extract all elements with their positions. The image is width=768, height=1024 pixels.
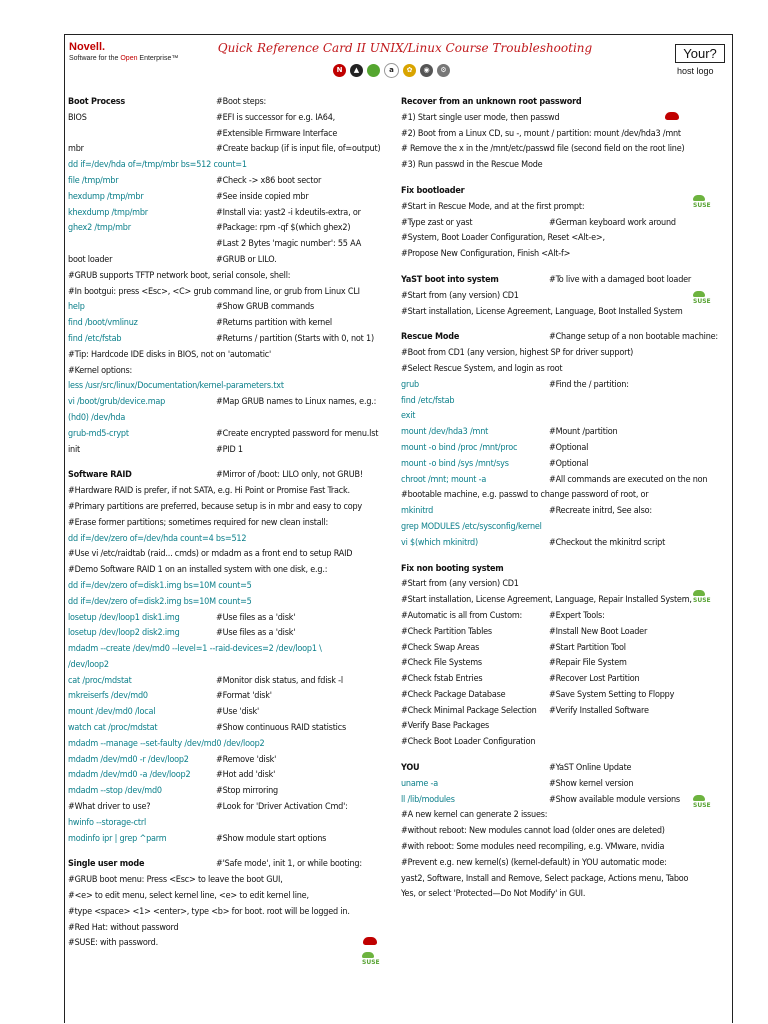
- reference-line: [401, 840, 730, 856]
- comment-text: #Recreate initrd, See also:: [549, 506, 652, 517]
- section-heading-row: [68, 468, 401, 484]
- command-text: cat /proc/mdstat: [68, 675, 132, 686]
- note-text: #2) Boot from a Linux CD, su -, mount / partition: mount /dev/hda3 /mnt: [401, 128, 681, 139]
- note-text: BIOS: [68, 112, 87, 123]
- reference-line: [68, 547, 401, 563]
- note-text: init: [68, 444, 81, 455]
- reference-line: [68, 332, 401, 348]
- reference-line: [401, 488, 730, 504]
- note-text: #Check fstab Entries: [401, 674, 483, 685]
- reference-line: [68, 269, 401, 285]
- note-text: #A new kernel can generate 2 issues:: [401, 810, 548, 821]
- command-text: ghex2 /tmp/mbr: [68, 223, 131, 234]
- command-text: dd if=/dev/zero of=disk1.img bs=10M count=5: [68, 580, 252, 591]
- note-text: #Start installation, License Agreement, Language, Boot Installed System: [401, 306, 683, 317]
- note-text: #Verify Base Packages: [401, 721, 490, 732]
- note-text: #Red Hat: without password: [68, 922, 179, 933]
- reference-line: [401, 111, 730, 127]
- comment-text: #Remove 'disk': [216, 754, 277, 765]
- comment-text: #Recover Lost Partition: [549, 674, 640, 685]
- comment-text: #Stop mirroring: [216, 786, 279, 797]
- note-text: #Check Package Database: [401, 689, 506, 700]
- reference-line: [68, 158, 401, 174]
- command-text: losetup /dev/loop2 disk2.img: [68, 628, 180, 639]
- note-text: #Check Partition Tables: [401, 626, 492, 637]
- reference-line: [401, 536, 730, 552]
- left-column: [68, 95, 401, 952]
- note-text: #type <space> <1> <enter>, type <b> for boot. root will be logged in.: [68, 906, 350, 917]
- comment-text: #Install via: yast2 -i kdeutils-extra, or: [216, 207, 361, 218]
- comment-text: #Start Partition Tool: [549, 642, 626, 653]
- note-text: #SUSE: with password.: [68, 938, 158, 949]
- note-text: #Boot from CD1 (any version, highest SP for driver support): [401, 348, 634, 359]
- comment-text: #Use 'disk': [216, 707, 260, 718]
- reference-line: [401, 735, 730, 751]
- comment-text: #Boot steps:: [216, 97, 267, 107]
- reference-line: [68, 300, 401, 316]
- command-text: mdadm --create /dev/md0 --level=1 --raid-devices=2 /dev/loop1 \: [68, 644, 322, 655]
- reference-line: [401, 216, 730, 232]
- a-icon: a: [384, 63, 399, 78]
- command-text: dd if=/dev/zero of=disk2.img bs=10M count=5: [68, 596, 252, 607]
- note-text: #Demo Software RAID 1 on an installed system with one disk, e.g.:: [68, 565, 328, 576]
- comment-text: #Mirror of /boot: LILO only, not GRUB!: [216, 470, 363, 481]
- reference-line: [68, 595, 401, 611]
- note-text: #GRUB boot menu: Press <Esc> to leave the boot GUI,: [68, 875, 283, 886]
- note-text: #1) Start single user mode, then passwd: [401, 112, 560, 123]
- note-text: #Start from (any version) CD1: [401, 579, 519, 590]
- reference-line: [68, 737, 401, 753]
- reference-line: [68, 768, 401, 784]
- note-text: yast2, Software, Install and Remove, Select package, Actions menu, Taboo: [401, 873, 689, 884]
- comment-text: #Optional: [549, 442, 589, 453]
- comment-text: #Find the / partition:: [549, 379, 629, 390]
- command-text: find /etc/fstab: [68, 333, 122, 344]
- command-text: (hd0) /dev/hda: [68, 412, 126, 423]
- section-heading-row: [401, 95, 730, 111]
- reference-line: [68, 642, 401, 658]
- reference-line: [401, 887, 730, 903]
- note-text: #System, Boot Loader Configuration, Reset <Alt-e>,: [401, 233, 605, 244]
- comment-text: #Change setup of a non bootable machine:: [549, 332, 718, 343]
- reference-line: [68, 395, 401, 411]
- section-gap: [401, 174, 730, 184]
- reference-line: [68, 936, 401, 952]
- command-text: grub: [401, 379, 419, 390]
- suse-icon: SUSE: [693, 590, 711, 604]
- note-text: #Use vi /etc/raidtab (raid... cmds) or mdadm as a front end to setup RAID: [68, 549, 353, 560]
- reference-line: [401, 289, 730, 305]
- reference-line: [68, 674, 401, 690]
- reference-line: [68, 142, 401, 158]
- comment-text: #Show continuous RAID statistics: [216, 723, 346, 734]
- reference-line: [401, 346, 730, 362]
- comment-text: #Returns / partition (Starts with 0, not 1): [216, 333, 374, 344]
- reference-line: [68, 626, 401, 642]
- tux-icon: ▲: [350, 64, 363, 77]
- distro-icons: [333, 62, 450, 78]
- redhat-icon: [363, 937, 377, 945]
- reference-line: [401, 200, 730, 216]
- reference-line: [68, 800, 401, 816]
- reference-line: [68, 921, 401, 937]
- command-text: grub-md5-crypt: [68, 428, 129, 439]
- reference-line: [401, 473, 730, 489]
- note-text: mbr: [68, 144, 84, 155]
- comment-text: #Verify Installed Software: [549, 705, 649, 716]
- comment-text: #Extensible Firmware Interface: [216, 128, 338, 139]
- comment-text: #German keyboard work around: [549, 217, 676, 228]
- command-text: mdadm /dev/md0 -r /dev/loop2: [68, 754, 189, 765]
- comment-text: #Show module start options: [216, 833, 327, 844]
- reference-line: [401, 457, 730, 473]
- comment-text: #See inside copied mbr: [216, 191, 309, 202]
- gnome-icon: ✿: [403, 64, 416, 77]
- right-column: [401, 95, 730, 903]
- reference-line: [68, 221, 401, 237]
- section-heading: Single user mode: [68, 859, 145, 870]
- reference-line: [401, 378, 730, 394]
- note-text: #Propose New Configuration, Finish <Alt-f>: [401, 249, 571, 260]
- note-text: #Start in Rescue Mode, and at the first prompt:: [401, 201, 585, 212]
- reference-line: [68, 832, 401, 848]
- comment-text: #Use files as a 'disk': [216, 612, 296, 623]
- note-text: #Automatic is all from Custom:: [401, 610, 523, 621]
- reference-line: [401, 158, 730, 174]
- reference-line: [401, 127, 730, 143]
- section-heading: Rescue Mode: [401, 332, 460, 343]
- command-text: dd if=/dev/hda of=/tmp/mbr bs=512 count=1: [68, 160, 247, 171]
- comment-text: #Show kernel version: [549, 778, 634, 789]
- reference-line: [68, 905, 401, 921]
- section-heading-row: [68, 857, 401, 873]
- comment-text: #Use files as a 'disk': [216, 628, 296, 639]
- reference-line: [401, 441, 730, 457]
- reference-line: [68, 753, 401, 769]
- section-gap: [401, 751, 730, 761]
- command-text: mount /dev/md0 /local: [68, 707, 156, 718]
- comment-text: #Show available module versions: [549, 794, 680, 805]
- note-text: #Start installation, License Agreement, Language, Repair Installed System,: [401, 595, 692, 606]
- reference-line: [401, 672, 730, 688]
- novell-logo: Novell.: [69, 41, 106, 53]
- reference-line: [68, 111, 401, 127]
- note-text: #GRUB supports TFTP network boot, serial console, shell:: [68, 270, 291, 281]
- reference-line: [68, 816, 401, 832]
- reference-line: [401, 824, 730, 840]
- section-gap: [401, 263, 730, 273]
- reference-line: [401, 394, 730, 410]
- section-heading: Software RAID: [68, 470, 132, 481]
- reference-line: [401, 231, 730, 247]
- section-heading: Fix non booting system: [401, 563, 504, 574]
- section-heading-row: [401, 330, 730, 346]
- reference-line: [401, 793, 730, 809]
- reference-line: [68, 721, 401, 737]
- note-text: #Check Minimal Package Selection: [401, 705, 537, 716]
- comment-text: #Install New Boot Loader: [549, 626, 648, 637]
- comment-text: #EFI is successor for e.g. IA64,: [216, 112, 336, 123]
- reference-line: [68, 443, 401, 459]
- reference-line: [68, 190, 401, 206]
- suse-icon: [367, 64, 380, 77]
- gear-icon: ⚙: [437, 64, 450, 77]
- section-heading: Recover from an unknown root password: [401, 97, 582, 107]
- note-text: #Prevent e.g. new kernel(s) (kernel-default) in YOU automatic mode:: [401, 857, 667, 868]
- suse-icon: SUSE: [693, 195, 711, 209]
- section-heading-row: [68, 95, 401, 111]
- card-header: [65, 35, 732, 91]
- command-text: grep MODULES /etc/sysconfig/kernel: [401, 521, 542, 532]
- command-text: vi /boot/grub/device.map: [68, 397, 166, 408]
- comment-text: #GRUB or LILO.: [216, 254, 277, 265]
- reference-line: [401, 409, 730, 425]
- reference-line: [401, 142, 730, 158]
- comment-text: #Mount /partition: [549, 427, 618, 438]
- command-text: mkinitrd: [401, 506, 434, 517]
- reference-line: [401, 305, 730, 321]
- reference-line: [401, 777, 730, 793]
- reference-line: [401, 641, 730, 657]
- command-text: watch cat /proc/mdstat: [68, 723, 158, 734]
- note-text: #Check File Systems: [401, 658, 482, 669]
- reference-line: [401, 808, 730, 824]
- command-text: file /tmp/mbr: [68, 175, 119, 186]
- note-text: #What driver to use?: [68, 802, 151, 813]
- novell-tagline: [69, 55, 178, 62]
- host-logo-label: host logo: [677, 66, 714, 76]
- reference-line: [68, 253, 401, 269]
- note-text: #<e> to edit menu, select kernel line, <e> to edit kernel line,: [68, 891, 309, 902]
- reference-line: [68, 364, 401, 380]
- redhat-icon: [665, 112, 679, 120]
- tagline-text: Software for the: [69, 55, 121, 62]
- note-text: #Erase former partitions; sometimes required for new clean install:: [68, 517, 329, 528]
- reference-line: [401, 856, 730, 872]
- note-text: #Type zast or yast: [401, 217, 473, 228]
- reference-line: [68, 174, 401, 190]
- command-text: find /etc/fstab: [401, 395, 455, 406]
- tagline-enterprise: Enterprise™: [137, 55, 179, 62]
- reference-line: [68, 427, 401, 443]
- comment-text: #All commands are executed on the non: [549, 474, 708, 485]
- comment-text: #Returns partition with kernel: [216, 318, 332, 329]
- command-text: modinfo ipr | grep ^parm: [68, 833, 167, 844]
- comment-text: #Check -> x86 boot sector: [216, 175, 322, 186]
- comment-text: #Save System Setting to Floppy: [549, 689, 675, 700]
- reference-line: [401, 425, 730, 441]
- reference-line: [401, 609, 730, 625]
- command-text: less /usr/src/linux/Documentation/kernel-parameters.txt: [68, 381, 284, 392]
- reference-line: [68, 611, 401, 627]
- card-title: Quick Reference Card II UNIX/Linux Course Troubleshooting: [217, 41, 593, 55]
- note-text: #with reboot: Some modules need recompiling, e.g. VMware, nvidia: [401, 842, 665, 853]
- comment-text: #Optional: [549, 458, 589, 469]
- reference-line: [68, 379, 401, 395]
- command-text: mount /dev/hda3 /mnt: [401, 427, 489, 438]
- section-gap: [401, 552, 730, 562]
- reference-line: [68, 237, 401, 253]
- reference-line: [68, 658, 401, 674]
- note-text: #Tip: Hardcode IDE disks in BIOS, not on 'automatic': [68, 349, 272, 360]
- reference-line: [401, 872, 730, 888]
- reference-line: [68, 316, 401, 332]
- command-text: help: [68, 302, 85, 313]
- reference-line: [68, 500, 401, 516]
- reference-line: [401, 504, 730, 520]
- section-heading: Boot Process: [68, 97, 126, 107]
- reference-line: [401, 520, 730, 536]
- tagline-open: Open: [120, 55, 138, 62]
- comment-text: #Monitor disk status, and fdisk -l: [216, 675, 343, 686]
- reference-line: [68, 873, 401, 889]
- reference-line: [68, 784, 401, 800]
- section-heading-row: [401, 273, 730, 289]
- section-heading-row: [401, 761, 730, 777]
- note-text: #Check Boot Loader Configuration: [401, 737, 536, 748]
- reference-line: [68, 484, 401, 500]
- command-text: hwinfo --storage-ctrl: [68, 817, 147, 828]
- section-gap: [401, 320, 730, 330]
- note-text: #without reboot: New modules cannot load (older ones are deleted): [401, 826, 665, 837]
- reference-line: [68, 563, 401, 579]
- comment-text: #Map GRUB names to Linux names, e.g.:: [216, 397, 377, 408]
- comment-text: #Checkout the mkinitrd script: [549, 537, 666, 548]
- command-text: mdadm /dev/md0 -a /dev/loop2: [68, 770, 191, 781]
- your-logo-box: Your?: [675, 44, 725, 63]
- command-text: khexdump /tmp/mbr: [68, 207, 148, 218]
- command-text: mkreiserfs /dev/md0: [68, 691, 148, 702]
- note-text: #Select Rescue System, and login as root: [401, 363, 563, 374]
- note-text: boot loader: [68, 254, 113, 265]
- comment-text: #Expert Tools:: [549, 610, 605, 621]
- command-text: mount -o bind /proc /mnt/proc: [401, 442, 518, 453]
- comment-text: #To live with a damaged boot loader: [549, 274, 692, 285]
- note-text: #3) Run passwd in the Rescue Mode: [401, 160, 543, 171]
- reference-line: [401, 656, 730, 672]
- reference-line: [68, 532, 401, 548]
- reference-line: [68, 705, 401, 721]
- reference-line: [401, 704, 730, 720]
- reference-line: [401, 247, 730, 263]
- note-text: Yes, or select 'Protected—Do Not Modify' in GUI.: [401, 889, 586, 900]
- section-gap: [68, 458, 401, 468]
- note-text: #Kernel options:: [68, 365, 133, 376]
- command-text: losetup /dev/loop1 disk1.img: [68, 612, 180, 623]
- reference-line: [401, 625, 730, 641]
- section-heading-row: [401, 562, 730, 578]
- suse-icon: SUSE: [693, 291, 711, 305]
- reference-line: [68, 411, 401, 427]
- section-heading: YOU: [401, 763, 420, 774]
- section-heading-row: [401, 184, 730, 200]
- command-text: mount -o bind /sys /mnt/sys: [401, 458, 509, 469]
- reference-line: [68, 889, 401, 905]
- quick-reference-card: [64, 34, 733, 1023]
- comment-text: #Format 'disk': [216, 691, 272, 702]
- reference-line: [401, 362, 730, 378]
- suse-icon: SUSE: [362, 952, 380, 966]
- command-text: mdadm --stop /dev/md0: [68, 786, 162, 797]
- note-text: # Remove the x in the /mnt/etc/passwd file (second field on the root line): [401, 144, 685, 155]
- command-text: find /boot/vmlinuz: [68, 318, 138, 329]
- command-text: ll /lib/modules: [401, 794, 455, 805]
- comment-text: #Hot add 'disk': [216, 770, 276, 781]
- reference-line: [401, 593, 730, 609]
- comment-text: #Create backup (if is input file, of=output): [216, 144, 381, 155]
- reference-line: [401, 688, 730, 704]
- comment-text: #PID 1: [216, 444, 243, 455]
- note-text: #Start from (any version) CD1: [401, 290, 519, 301]
- command-text: exit: [401, 411, 416, 422]
- comment-text: #Package: rpm -qf $(which ghex2): [216, 223, 351, 234]
- note-text: #bootable machine, e.g. passwd to change password of root, or: [401, 490, 649, 501]
- command-text: hexdump /tmp/mbr: [68, 191, 144, 202]
- comment-text: #YaST Online Update: [549, 763, 632, 774]
- reference-line: [68, 516, 401, 532]
- note-text: #Primary partitions are preferred, because setup is in mbr and easy to copy: [68, 501, 363, 512]
- reference-line: [68, 689, 401, 705]
- comment-text: #Last 2 Bytes 'magic number': 55 AA: [216, 239, 362, 250]
- reference-line: [68, 127, 401, 143]
- comment-text: #Look for 'Driver Activation Cmd':: [216, 802, 348, 813]
- command-text: dd if=/dev/zero of=/dev/hda count=4 bs=512: [68, 533, 247, 544]
- comment-text: #Create encrypted password for menu.lst: [216, 428, 379, 439]
- reference-line: [68, 348, 401, 364]
- note-text: #Check Swap Areas: [401, 642, 480, 653]
- command-text: mdadm --manage --set-faulty /dev/md0 /dev/loop2: [68, 738, 265, 749]
- command-text: uname -a: [401, 778, 438, 789]
- section-heading: Fix bootloader: [401, 185, 465, 196]
- suse-icon: SUSE: [693, 795, 711, 809]
- reference-line: [401, 719, 730, 735]
- comment-text: #'Safe mode', init 1, or while booting:: [216, 859, 362, 870]
- reference-line: [68, 285, 401, 301]
- command-text: /dev/loop2: [68, 659, 109, 670]
- command-text: vi $(which mkinitrd): [401, 537, 478, 548]
- note-text: #In bootgui: press <Esc>, <C> grub command line, or grub from Linux CLI: [68, 286, 360, 297]
- command-text: chroot /mnt; mount -a: [401, 474, 487, 485]
- note-text: #Hardware RAID is prefer, if not SATA, e.g. Hi Point or Promise Fast Track.: [68, 486, 350, 497]
- section-heading: YaST boot into system: [401, 274, 499, 285]
- novell-icon: N: [333, 64, 346, 77]
- reference-line: [68, 206, 401, 222]
- reference-line: [68, 579, 401, 595]
- disc-icon: ◉: [420, 64, 433, 77]
- reference-line: [401, 577, 730, 593]
- section-gap: [68, 847, 401, 857]
- comment-text: #Show GRUB commands: [216, 302, 314, 313]
- comment-text: #Repair File System: [549, 658, 627, 669]
